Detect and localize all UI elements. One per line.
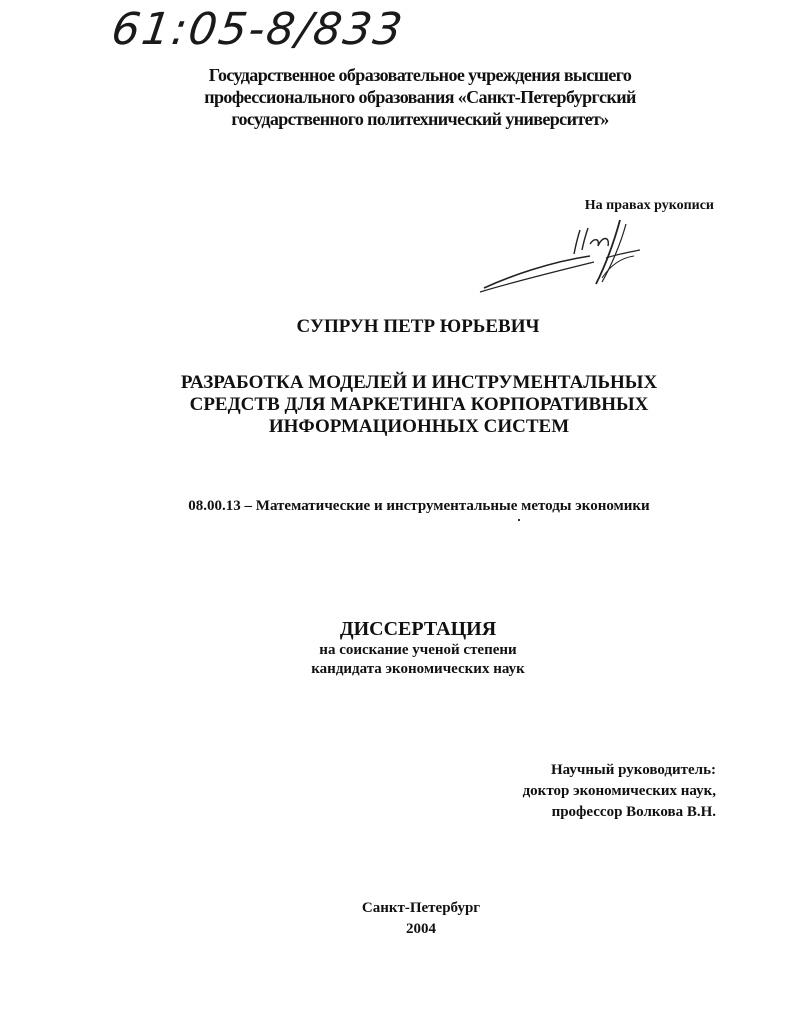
- signature: [470, 218, 650, 298]
- footer: [0, 898, 792, 940]
- degree-line: на соискание ученой степени: [319, 642, 517, 658]
- degree-info: [0, 641, 792, 679]
- footer-year: 2004: [406, 921, 436, 937]
- institution-line: Государственное образовательное учреждения высшего: [208, 65, 632, 85]
- supervisor-name: профессор Волкова В.Н.: [551, 804, 716, 820]
- author-name: СУПРУН ПЕТР ЮРЬЕВИЧ: [296, 316, 540, 337]
- dissertation-title: [0, 372, 792, 438]
- supervisor-rank: доктор экономических наук,: [522, 783, 716, 799]
- institution-line: государственного политехнический университет»: [231, 109, 609, 129]
- supervisor-heading: Научный руководитель:: [551, 762, 716, 778]
- supervisor-block: [523, 760, 716, 823]
- title-line: СРЕДСТВ ДЛЯ МАРКЕТИНГА КОРПОРАТИВНЫХ: [189, 394, 649, 415]
- archive-code: 61:05-8/833: [108, 4, 408, 55]
- manuscript-note: На правах рукописи: [584, 198, 714, 213]
- footer-city: Санкт-Петербург: [361, 900, 481, 916]
- institution-line: профессионального образования «Санкт-Петербургский: [204, 87, 636, 107]
- title-line: ИНФОРМАЦИОННЫХ СИСТЕМ: [268, 416, 570, 437]
- specialty-code: 08.00.13 – Математические и инструментальные методы экономики: [188, 498, 650, 514]
- institution-header: [150, 64, 690, 130]
- degree-line: кандидата экономических наук: [311, 661, 525, 677]
- scan-speck: [518, 519, 520, 521]
- title-line: РАЗРАБОТКА МОДЕЛЕЙ И ИНСТРУМЕНТАЛЬНЫХ: [180, 372, 658, 393]
- document-type: ДИССЕРТАЦИЯ: [339, 618, 497, 640]
